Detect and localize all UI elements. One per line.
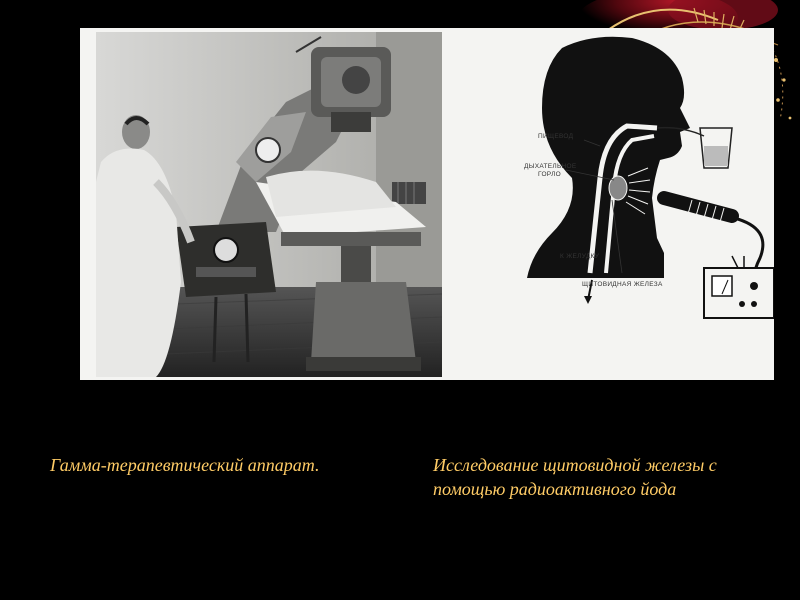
label-to-stomach: К ЖЕЛУДКУ	[560, 253, 600, 260]
label-esophagus: ПИЩЕВОД	[538, 133, 574, 140]
caption-gamma-therapy: Гамма-терапевтический аппарат.	[50, 455, 320, 475]
illustration-panel	[80, 28, 774, 380]
label-trachea-line2: ГОРЛО	[538, 171, 562, 178]
gamma-therapy-apparatus-photo	[96, 32, 442, 377]
thyroid-examination-diagram	[442, 28, 774, 380]
label-trachea-line1: ДЫХАТЕЛЬНОЕ	[524, 163, 577, 170]
label-thyroid: ЩИТОВИДНАЯ ЖЕЛЕЗА	[582, 281, 663, 288]
caption-thyroid-examination: Исследование щитовидной железы с помощью радиоактивного йода	[433, 455, 717, 499]
